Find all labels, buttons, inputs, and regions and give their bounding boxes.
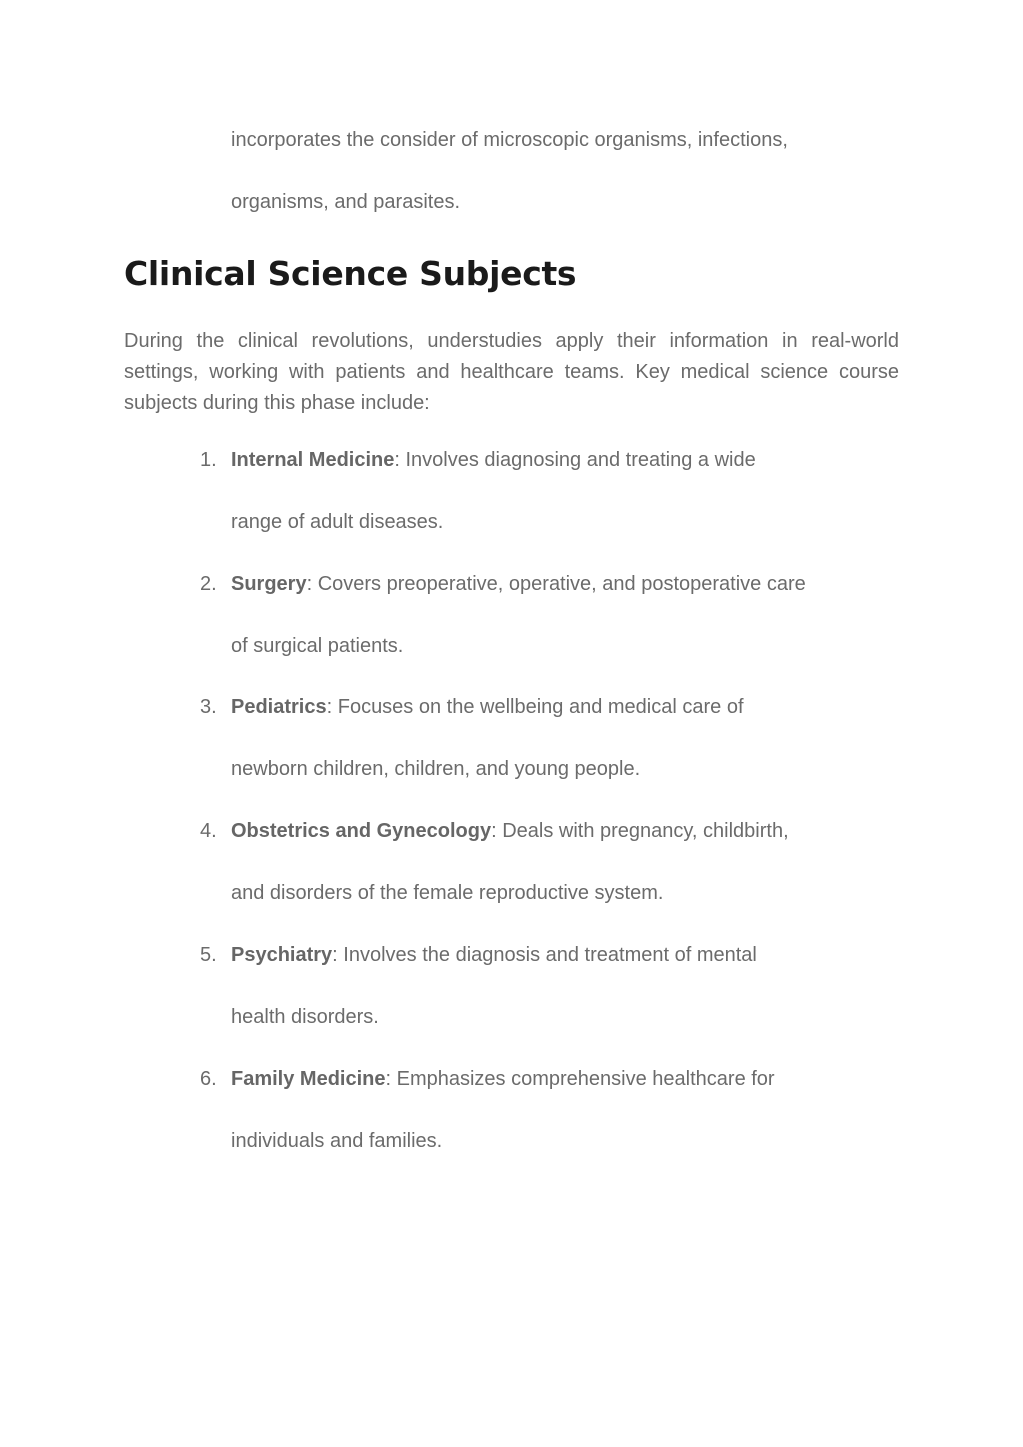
list-item-first-line — [231, 572, 806, 596]
list-item-term: Obstetrics and Gynecology — [231, 820, 492, 842]
section-heading: Clinical Science Subjects — [124, 254, 577, 293]
list-item-number: 1. — [200, 449, 217, 471]
list-item-description: : Involves diagnosing and treating a wide — [394, 449, 756, 471]
list-item-description: : Focuses on the wellbeing and medical care of — [326, 696, 744, 718]
list-item-first-line — [231, 943, 757, 967]
list-item-first-line — [231, 695, 744, 719]
section-intro-paragraph: During the clinical revolutions, understudies apply their information in real-world settings, working with patients and healthcare teams. Key medical science course subjects during this phase include: — [124, 330, 899, 414]
list-item-second-line: and disorders of the female reproductive system. — [231, 882, 664, 904]
list-item-term: Surgery — [231, 573, 307, 595]
continuation-line-2: organisms, and parasites. — [231, 191, 461, 213]
list-item-second-line: of surgical patients. — [231, 635, 404, 657]
list-item-term: Internal Medicine — [231, 449, 395, 471]
list-item-number: 4. — [200, 820, 217, 842]
list-item-description: : Covers preoperative, operative, and postoperative care — [306, 573, 806, 595]
list-item-first-line — [231, 1067, 775, 1091]
list-item-first-line — [231, 448, 756, 472]
list-item-second-line: individuals and families. — [231, 1130, 443, 1152]
list-item-first-line — [231, 819, 789, 843]
list-item-number: 3. — [200, 696, 217, 718]
list-item-description: : Deals with pregnancy, childbirth, — [491, 820, 789, 842]
list-item-second-line: health disorders. — [231, 1006, 379, 1028]
list-item-term: Family Medicine — [231, 1068, 386, 1090]
list-item-second-line: range of adult diseases. — [231, 511, 444, 533]
list-item-description: : Emphasizes comprehensive healthcare for — [385, 1068, 775, 1090]
list-item-number: 5. — [200, 944, 217, 966]
list-item-second-line: newborn children, children, and young people. — [231, 758, 641, 780]
list-item-number: 2. — [200, 573, 217, 595]
continuation-line-1: incorporates the consider of microscopic organisms, infections, — [231, 129, 788, 151]
list-item-term: Pediatrics — [231, 696, 327, 718]
list-item-term: Psychiatry — [231, 944, 333, 966]
list-item-description: : Involves the diagnosis and treatment of mental — [332, 944, 757, 966]
list-item-number: 6. — [200, 1068, 217, 1090]
